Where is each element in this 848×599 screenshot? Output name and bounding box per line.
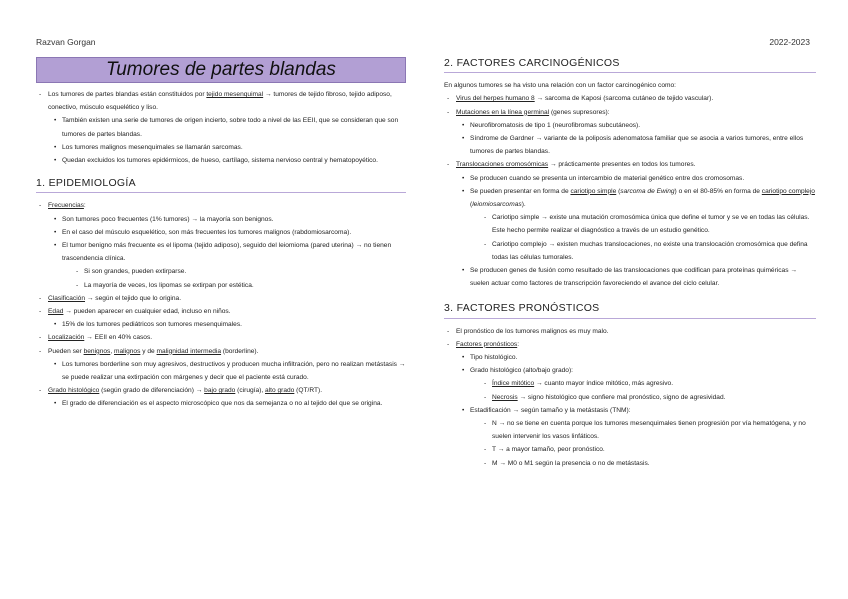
section-title-epidemiologia: 1. EPIDEMIOLOGÍA: [36, 177, 406, 193]
left-column: [36, 57, 406, 411]
list-item: - M → M0 o M1 según la presencia o no de metástasis.: [444, 457, 816, 470]
document-title: [36, 57, 406, 83]
epidemiologia-list: [36, 199, 406, 410]
list-item: • En el caso del músculo esquelético, son más frecuentes los tumores malignos (rabdomiosarcoma).: [36, 226, 406, 239]
list-item: - Factores pronósticos:: [444, 338, 816, 351]
list-item: • Grado histológico (alto/bajo grado):: [444, 364, 816, 377]
list-item: - Índice mitótico → cuanto mayor índice mitótico, más agresivo.: [444, 377, 816, 390]
list-item: • 15% de los tumores pediátricos son tumores mesenquimales.: [36, 318, 406, 331]
list-item: • Se producen cuando se presenta un intercambio de material genético entre dos cromosomas.: [444, 172, 816, 185]
list-item: • Se producen genes de fusión como resultado de las translocaciones que codifican para proteínas quiméricas → suelen actuar como factores de transcripción favoreciendo el avance del ciclo celular.: [444, 264, 816, 290]
carcinogenicos-list: [444, 79, 816, 290]
list-item: - Edad → pueden aparecer en cualquier edad, incluso en niños.: [36, 305, 406, 318]
list-item: • Los tumores borderline son muy agresivos, destructivos y producen mucha infiltración, pero no realizan metástasis → se puede realizar una extirpación con márgenes y decir que el paciente está curado.: [36, 358, 406, 384]
intro-list: [36, 88, 406, 167]
list-item: - Si son grandes, pueden extirparse.: [36, 265, 406, 278]
academic-year: 2022-2023: [769, 37, 810, 47]
list-item: - La mayoría de veces, los lipomas se extirpan por estética.: [36, 279, 406, 292]
list-item: - N → no se tiene en cuenta porque los tumores mesenquimales tienen progresión por vía hematógena, y no suelen intervenir los vasos linfáticos.: [444, 417, 816, 443]
list-item: • Tipo histológico.: [444, 351, 816, 364]
list-item: - Localización → EEII en 40% casos.: [36, 331, 406, 344]
list-item: - Clasificación → según el tejido que lo origina.: [36, 292, 406, 305]
list-item: - Grado histológico (según grado de diferenciación) → bajo grado (cirugía), alto grado (QT/RT).: [36, 384, 406, 397]
list-item: - Necrosis → signo histológico que confiere mal pronóstico, signo de agresividad.: [444, 391, 816, 404]
list-item: • También existen una serie de tumores de origen incierto, sobre todo a nivel de las EEII, que se consideran que son tumores de partes blandas.: [36, 114, 406, 140]
list-item: - Virus del herpes humano 8 → sarcoma de Kaposi (sarcoma cutáneo de tejido vascular).: [444, 92, 816, 105]
list-item: • Son tumores poco frecuentes (1% tumores) → la mayoría son benignos.: [36, 213, 406, 226]
section-title-carcinogenicos: 2. FACTORES CARCINOGÉNICOS: [444, 57, 816, 73]
list-item: - Cariotipo complejo → existen muchas translocaciones, no existe una translocación cromosómica que defina todas las células tumorales.: [444, 238, 816, 264]
list-item: • Quedan excluidos los tumores epidérmicos, de hueso, cartílago, sistema nervioso central y hematopoyético.: [36, 154, 406, 167]
list-item: - Translocaciones cromosómicas → prácticamente presentes en todos los tumores.: [444, 158, 816, 171]
list-item: • El tumor benigno más frecuente es el lipoma (tejido adiposo), seguido del leiomioma (pared uterina) → no tienen trascendencia clínica.: [36, 239, 406, 265]
list-item: - Mutaciones en la línea germinal (genes supresores):: [444, 106, 816, 119]
list-item: - Frecuencias:: [36, 199, 406, 212]
right-column: [444, 57, 816, 470]
section-title-pronosticos: 3. FACTORES PRONÓSTICOS: [444, 302, 816, 318]
author-name: Razvan Gorgan: [36, 37, 96, 47]
list-item: • Se pueden presentar en forma de cariotipo simple (sarcoma de Ewing) o en el 80-85% en forma de cariotipo complejo (leiomiosarcomas).: [444, 185, 816, 211]
list-item: • Síndrome de Gardner → variante de la poliposis adenomatosa familiar que se asocia a varios tumores, entre ellos tumores de partes blandas.: [444, 132, 816, 158]
list-item: • Estadificación → según tamaño y la metástasis (TNM):: [444, 404, 816, 417]
list-item: • El grado de diferenciación es el aspecto microscópico que nos da semejanza o no al tejido del que se origina.: [36, 397, 406, 410]
list-item: - Pueden ser benignos, malignos y de malignidad intermedia (borderline).: [36, 345, 406, 358]
pronosticos-list: [444, 325, 816, 470]
list-item: En algunos tumores se ha visto una relación con un factor carcinogénico como:: [444, 82, 677, 90]
list-item: - Cariotipo simple → existe una mutación cromosómica única que define el tumor y se ve en todas las células. Este hecho permite realizar el diagnóstico a través de un estudio genético.: [444, 211, 816, 237]
list-item: - El pronóstico de los tumores malignos es muy malo.: [444, 325, 816, 338]
list-item: - Los tumores de partes blandas están constituidos por tejido mesenquimal → tumores de tejido fibroso, tejido adiposo, conectivo, músculo esquelético y liso.: [36, 88, 406, 114]
document-title-text: Tumores de partes blandas: [106, 59, 336, 81]
list-item: - T → a mayor tamaño, peor pronóstico.: [444, 443, 816, 456]
list-item: • Los tumores malignos mesenquimales se llamarán sarcomas.: [36, 141, 406, 154]
list-item: • Neurofibromatosis de tipo 1 (neurofibromas subcutáneos).: [444, 119, 816, 132]
